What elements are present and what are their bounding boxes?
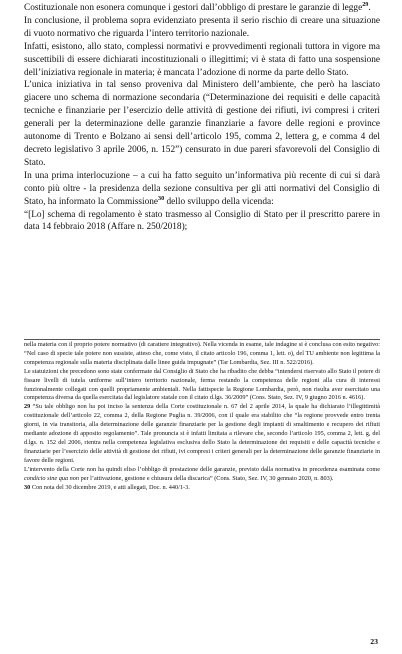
page-number: 23 <box>370 637 378 646</box>
footnote-30: 30 Con nota del 30 dicembre 2019, e atti allegati, Doc. n. 440/1-3. <box>24 483 190 491</box>
footnote-ref-30[interactable]: 30 <box>158 194 165 202</box>
footnote-continuation: Le statuizioni che precedono sono state confermate dal Consiglio di Stato che ha ribadito che debba “intendersi riservato allo Stato il potere di fissare livelli di tutela uniforme sull’intero territorio nazionale, ferma restando la competenza delle regioni alla cura di interessi funzionalmente collegati con quelli propriamente ambientali. Nella fattispecie la Regione Lombardia, però, non risulta aver esercitato una competenza diversa da quella esercitata dal legislatore statale con il citato d.lgs. 36/2009” (Cons. Stato, Sez. IV, 9 giugno 2016 n. 4616). <box>24 367 380 402</box>
footnote-number: 29 <box>24 403 31 411</box>
paragraph: Infatti, esistono, allo stato, complessi normativi e provvedimenti regionali tuttora in vigore ma suscettibili di essere dichiarati incostituzionali o illegittimi; vi è stata di fatto una sospensione dell’iniziativa regionale in materia; è mancata l’adozione di norme da parte dello Stato. <box>24 41 380 78</box>
footnote-continuation: nella materia con il proprio potere normativo (di carattere integrativo). Nella vicenda in esame, tale indagine si è conclusa con esito negativo: “Nel caso di specie tale potere non sussiste, atteso che, come visto, il citato articolo 196, comma 1, lett. o), del TU ambiente non legittima la competenza regionale sulla materia disciplinata dalle linee guida impugnate” (Tar Lombardia, Sez. III n. 522/2016). <box>24 341 380 366</box>
footnote-divider <box>24 339 380 340</box>
paragraph: In una prima interlocuzione – a cui ha fatto seguito un’informativa più recente di cui si darà conto più oltre - la presidenza della sezione consultiva per gli atti normativi del Consiglio di Stato, ha informato la Commissione$^{30}$ dello sviluppo della vicenda: <box>24 170 380 207</box>
footnote-29-continued: L’intervento della Corte non ha quindi eliso l’obbligo di prestazione delle garanzie, previsto dalla normativa in precedenza esaminata come condicio sine qua non per l’attivazione, gestione e chiusura della discarica” (Cons. Stato, Sez. IV, 30 gennaio 2020, n. 803). <box>24 465 380 482</box>
paragraph: In conclusione, il problema sopra evidenziato presenta il serio rischio di creare una situazione di vuoto normativo che riguarda l’intero territorio nazionale. <box>24 15 380 39</box>
paragraph: L’unica iniziativa in tal senso proveniva dal Ministero dell’ambiente, che però ha lasciato giacere uno schema di normazione secondaria (“Determinazione dei requisiti e delle capacità tecniche e finanziarie per l’esercizio delle attività di gestione dei rifiuti, ivi compresi i criteri generali per la determinazione delle garanzie finanziarie a favore delle regioni e province autonome di Trento e Bolzano ai sensi dell’articolo 195, comma 2, lettera g, e comma 4 del decreto legislativo 3 aprile 2006, n. 152”) censurato in due pareri sfavorevoli del Consiglio di Stato. <box>24 80 380 168</box>
footnote-ref-29[interactable]: 29 <box>362 0 369 8</box>
footnote-29: 29 “Su tale obbligo non ha poi inciso la sentenza della Corte costituzionale n. 67 del 2 aprile 2014, la quale ha dichiarato l’illegittimità costituzionale dell’articolo 22, comma 2, della Regione Puglia n. 39/2006, con il quale era stabilito che “la regione provvede entro trenta giorni, in via transitoria, alla determinazione delle garanzie finanziarie per la gestione degli impianti di smaltimento e recupero dei rifiuti mediante adozione di apposito regolamento”. Tale pronuncia si è infatti limitata a rilevare che, secondo l’articolo 195, comma 2, lett. g, del d.lgs. n. 152 del 2006, rientra nella competenza legislativa esclusiva dello Stato la determinazione dei requisiti e delle capacità tecniche e finanziarie per l’esercizio delle attività di gestione dei rifiuti, ivi compresi i criteri generali per la determinazione delle garanzie finanziarie in favore delle regioni. <box>24 403 380 464</box>
footnote-number: 30 <box>24 483 31 491</box>
footnotes <box>24 341 380 492</box>
main-text <box>24 2 380 234</box>
paragraph: Costituzionale non esonera comunque i gestori dall’obbligo di prestare le garanzie di legge$^{29}$. <box>24 0 371 13</box>
quotation: “[Lo] schema di regolamento è stato trasmesso al Consiglio di Stato per il prescritto parere in data 14 febbraio 2018 (Affare n. 250/2018); <box>24 209 380 233</box>
